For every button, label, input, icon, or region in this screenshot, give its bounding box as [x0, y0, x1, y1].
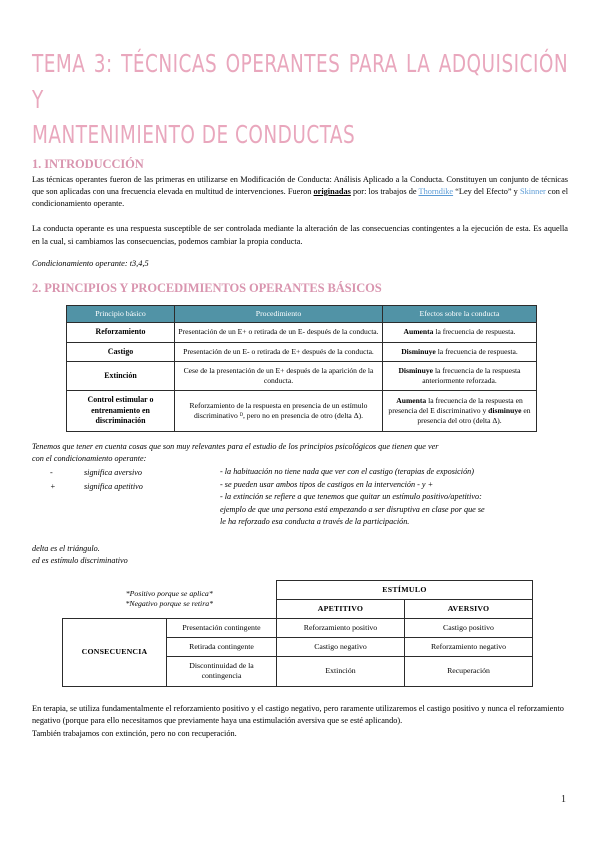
delta-notes — [32, 543, 568, 568]
cell-procedimiento: Presentación de un E+ o retirada de un E- después de la conducta. — [175, 323, 383, 343]
th-aversivo: AVERSIVO — [405, 599, 533, 618]
cell-aversivo: Reforzamiento negativo — [405, 638, 533, 657]
table-row — [67, 391, 537, 432]
cell-apetitivo: Reforzamiento positivo — [277, 619, 405, 638]
list-item: ejemplo de que una persona está empezando a ser disruptiva en clase por que se — [220, 504, 485, 514]
table-row — [67, 342, 537, 362]
cell-efecto-bold: Aumenta — [403, 327, 434, 337]
paragraph-spacer-2 — [32, 248, 568, 259]
cell-efecto-rest: la frecuencia de respuesta. — [435, 346, 518, 356]
cell-principio: Extinción — [67, 362, 175, 391]
page-title-line-1: TEMA 3: TÉCNICAS OPERANTES PARA LA ADQUISICIÓN Y — [32, 49, 569, 114]
cell-efecto — [383, 362, 537, 391]
cell-procedimiento: Cese de la presentación de un E+ después de la aparición de la conducta. — [175, 362, 383, 391]
symbol-minus-meaning: significa aversivo — [84, 468, 142, 478]
intro-p1-part-b: por: los trabajos de — [350, 186, 419, 196]
link-thorndike[interactable]: Thorndike — [418, 186, 454, 196]
cell-efecto-rest: la frecuencia de la respuesta anteriormente reforzada. — [422, 366, 521, 386]
closing-paragraph-2: También trabajamos con extinción, pero no con recuperación. — [32, 729, 237, 739]
page-title — [32, 0, 568, 153]
cell-aversivo: Recuperación — [405, 657, 533, 686]
cell-efecto-rest-2: en presencia del otro (delta Δ). — [417, 406, 531, 426]
cell-aversivo: Castigo positivo — [405, 619, 533, 638]
symbol-legend-list — [32, 466, 220, 528]
symbol-plus-meaning: significa apetitivo — [84, 481, 143, 491]
closing-paragraph-1: En terapia, se utiliza fundamentalmente el reforzamiento positivo y el castigo negativo, pero raramente utilizaremos el castigo positivo y nunca el reforzamiento negativo (porque para ello necesitamos que previamente haya una estimulación aversiva que se esté aplicando). — [32, 703, 564, 726]
page-number: 1 — [561, 794, 566, 805]
cell-efecto-bold: Disminuye — [401, 346, 436, 356]
symbol-minus: - — [50, 468, 53, 478]
table-row — [67, 362, 537, 391]
section-heading-introduccion: 1. INTRODUCCIÓN — [32, 156, 144, 171]
cell-efecto-bold-2: disminuye — [488, 406, 522, 416]
symbol-plus: + — [50, 481, 56, 491]
intro-paragraph-1 — [32, 174, 568, 211]
list-item: - la extinción se refiere a que tenemos que quitar un estímulo positivo/apetitivo: — [220, 492, 482, 502]
th-procedimiento: Procedimiento — [175, 305, 383, 322]
cell-efecto — [383, 391, 537, 432]
cell-procedimiento: Reforzamiento de la respuesta en presencia de un estímulo discriminativo ᴰ, pero no en presencia de otro (delta Δ). — [175, 391, 383, 432]
link-skinner[interactable]: Skinner — [519, 186, 546, 196]
explanation-lead-line-2: con el condicionamiento operante: — [32, 454, 147, 464]
list-item — [50, 466, 220, 479]
delta-note-line-2: ed es estímulo discriminativo — [32, 556, 128, 566]
cell-procedimiento: Presentación de un E- o retirada de E+ después de la conducta. — [175, 342, 383, 362]
list-item: - la habituación no tiene nada que ver con el castigo (terapias de exposición) — [220, 467, 474, 477]
cell-efecto-bold: Disminuye — [398, 366, 434, 376]
cell-principio: Control estimular o entrenamiento en discriminación — [67, 391, 175, 432]
table-estimulo-consecuencia — [62, 580, 533, 687]
cell-efecto-rest: la frecuencia de respuesta. — [433, 327, 516, 337]
table-row — [67, 323, 537, 343]
intro-note-condicionamiento: Condicionamiento operante: t3,4,5 — [32, 258, 149, 268]
th-apetitivo: APETITIVO — [277, 599, 405, 618]
cell-row-label: Presentación contingente — [167, 619, 277, 638]
cell-apetitivo: Castigo negativo — [277, 638, 405, 657]
paragraph-spacer — [32, 210, 568, 221]
cell-efecto — [383, 323, 537, 343]
explanation-block — [32, 441, 568, 529]
list-item: - se pueden usar ambos tipos de castigos en la intervención - y + — [220, 479, 434, 489]
cell-principio: Reforzamiento — [67, 323, 175, 343]
legend-line-1: *Positivo porque se aplica* — [125, 589, 213, 598]
closing-paragraphs — [32, 703, 568, 742]
th-principio-basico: Principio básico — [67, 305, 175, 322]
cell-row-label: Discontinuidad de la contingencia — [167, 657, 277, 686]
table-header-row-estimulo — [63, 580, 533, 599]
table-row — [63, 619, 533, 638]
cell-principio: Castigo — [67, 342, 175, 362]
page-title-line-2: MANTENIMIENTO DE CONDUCTAS — [32, 120, 356, 149]
cell-apetitivo: Extinción — [277, 657, 405, 686]
table-estimulo-wrapper — [32, 580, 568, 687]
intro-p1-part-d: con el condicionamiento operante. — [32, 186, 568, 209]
table-principios-wrapper — [32, 305, 568, 432]
list-item — [50, 480, 220, 493]
legend-line-2: *Negativo porque se retira* — [125, 599, 214, 609]
th-efectos: Efectos sobre la conducta — [383, 305, 537, 322]
cell-efecto-rest: la frecuencia de la respuesta en presencia del E discriminativo y — [388, 395, 523, 416]
cell-efecto-bold: Aumenta — [396, 395, 427, 405]
cell-row-label: Retirada contingente — [167, 638, 277, 657]
delta-note-line-1: delta es el triángulo. — [32, 543, 100, 553]
intro-p1-part-a: Las técnicas operantes fueron de las primeras en utilizarse en Modificación de Conducta: Análisis Aplicado a la Conducta. Constituyen un conjunto de técnicas que son aplicadas con una frecuencia elevada en multitud de intervenciones. Fueron — [32, 174, 568, 196]
intro-p1-part-c: “Ley del Efecto” y — [453, 186, 520, 196]
intro-p1-originadas: originadas — [313, 186, 351, 196]
section-heading-principios: 2. PRINCIPIOS Y PROCEDIMIENTOS OPERANTES BÁSICOS — [32, 280, 382, 295]
row-group-label-consecuencia: CONSECUENCIA — [63, 619, 167, 687]
table-header-row — [67, 305, 537, 322]
explanation-lead-line-1: Tenemos que tener en cuenta cosas que son muy relevantes para el estudio de los principios psicológicos que tienen que ver — [32, 441, 439, 451]
explanation-columns — [32, 466, 568, 528]
table-principios-basicos — [66, 305, 537, 432]
explanation-notes-list — [220, 466, 568, 528]
cell-efecto — [383, 342, 537, 362]
th-estimulo: ESTÍMULO — [277, 580, 533, 599]
intro-paragraph-2: La conducta operante es una respuesta susceptible de ser controlada mediante la alteración de las consecuencias contingentes a la ejecución de esta. Es aquella en la cual, si cambiamos las consecuencias, podemos cambiar la propia conducta. — [32, 224, 568, 246]
list-item: le ha reforzado esa conducta a través de la participación. — [220, 517, 410, 527]
legend-positivo-negativo — [63, 580, 277, 618]
